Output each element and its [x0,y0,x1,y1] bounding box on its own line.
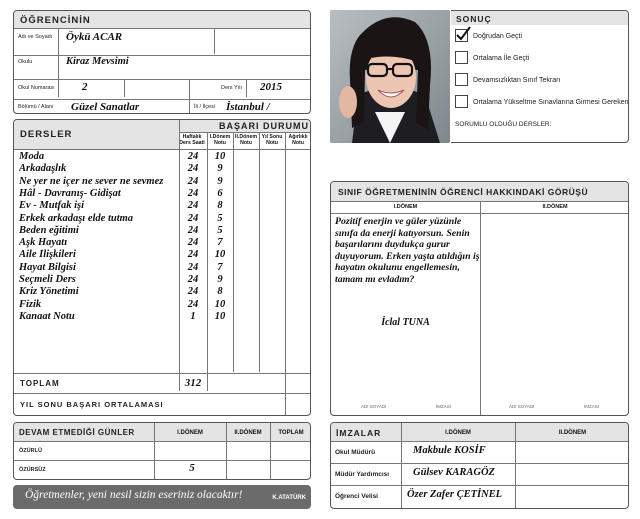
option-label: Ortalama Yükseltme Sınavlarına Girmesi Gereken [473,99,629,106]
student-header: ÖĞRENCİNİN [14,11,310,28]
courses-header: DERSLER [20,129,73,140]
attendance-panel [13,422,311,480]
option-label: Devamsızlıktan Sınıf Tekrarı [473,77,561,84]
parent-name: Özer Zafer ÇETİNEL [407,489,503,500]
excused-label: ÖZÜRLÜ [19,448,42,454]
option-label: Doğrudan Geçti [473,33,523,40]
check-icon [455,26,471,42]
opinion-col-term1: I.DÖNEM [393,204,418,210]
attendance-col-total: TOPLAM [278,430,304,436]
col-weighted: Ağırlıklı Notu [288,134,308,146]
term2-signature-caption: İMZASI [584,404,600,409]
vice-principal-name: Gülsev KARAGÖZ [413,467,495,478]
courses-panel: DERSLER BAŞARI DURUMU Haftalık Ders Saati I.Dönem Notu II.Dönem Notu Yıl Sonu Notu Ağırlıklı Notu Moda 24 10 Arkadaşlık 24 9 Ne yer ne içer ne sever ne sevmez 24 9 Hâl - Davranış- Gidişat 24 6 Ev - Mutfak işi 24 8 Erkek arkadaşı elde tutma 24 5 Beden eğitimi 24 5 Aşk Hayatı 24 7 Aile İlişkileri 24 10 Hayat Bilgisi 24 7 Seçmeli Ders 24 9 Kriz Yönetimi 24 8 Fizik 24 10 Kanaat Notu 1 10 TOPLAM 312 YIL SONU BAŞARI ORTALAMASI [13,119,311,416]
footer-author: K.ATATÜRK [272,495,306,501]
col-term2: II.Dönem Notu [235,134,257,146]
opinion-header: SINIF ÖĞRETMENİNİN ÖĞRENCİ HAKKINDAKİ GÖRÜŞÜ [338,187,589,197]
attendance-col-term2: II.DÖNEM [234,430,262,436]
checkbox-repeat[interactable] [455,73,468,86]
col-yearend: Yıl Sonu Notu [261,134,283,146]
signatures-col-term1: I.DÖNEM [445,430,471,436]
year-label: Ders Yılı [221,85,242,91]
student-info-panel [13,10,311,114]
signatures-col-term2: II.DÖNEM [558,430,587,436]
opinion-col-term2: II.DÖNEM [542,204,568,210]
term2-name-caption: ADI SOYADI [509,404,535,409]
signatures-header: İMZALAR [336,428,382,438]
parent-label: Öğrenci Velisi [335,493,378,500]
principal-name: Makbule KOSİF [413,445,486,456]
vice-principal-label: Müdür Yardımcısı [335,471,390,478]
total-hours: 312 [184,377,202,389]
attendance-header: DEVAM ETMEDİĞİ GÜNLER [19,428,135,437]
opinion-signer: İclal TUNA [381,317,430,328]
responsible-courses-label: SORUMLU OLDUĞU DERSLER: [455,121,552,128]
principal-label: Okul Müdürü [335,449,376,456]
result-header: SONUÇ [456,14,492,24]
checkbox-direct-pass[interactable] [455,29,468,42]
footer-quote: Öğretmenler, yeni nesil sizin eseriniz olacaktır! [25,489,243,501]
col-term1: I.Dönem Notu [209,134,231,146]
term1-signature-caption: İMZASI [436,404,452,409]
school-label: Okulu [18,59,33,65]
number-label: Okul Numarası [18,85,55,91]
footer-banner [13,485,311,509]
opinion-text: Pozitif enerjin ve güler yüzünle sınıfa da enerji katıyorsun. Senin başarılarını duydukça gurur duyuyorum. Erken yaşta atıldığın iş hayatın okulunu engellemesin, tamam mı evladım? [335,216,480,285]
col-weekly-hours: Haftalık Ders Saati [179,134,205,146]
city-label: İli / İlçesi [194,104,216,110]
student-name: Öykü ACAR [66,31,123,43]
department-label: Bölümü / Alanı [18,104,54,110]
average-label: YIL SONU BAŞARI ORTALAMASI [20,400,164,409]
student-number: 2 [82,81,88,93]
unexcused-label: ÖZÜRSÜZ [19,467,46,473]
school-year: 2015 [260,81,282,93]
unexcused-term1: 5 [189,462,195,474]
total-label: TOPLAM [20,379,60,388]
city: İstanbul / [226,101,270,113]
attendance-col-term1: I.DÖNEM [177,430,203,436]
checkbox-average-pass[interactable] [455,51,468,64]
signatures-panel [330,422,629,509]
option-label: Ortalama İle Geçti [473,55,530,62]
result-panel [451,10,629,143]
checkbox-exam[interactable] [455,95,468,108]
teacher-opinion-panel [330,181,629,416]
name-label: Adı ve Soyadı [18,34,53,40]
school-name: Kiraz Mevsimi [66,56,129,67]
department: Güzel Sanatlar [71,101,140,113]
term1-name-caption: ADI SOYADI [361,404,387,409]
student-photo [330,10,450,143]
grades-header: BAŞARI DURUMU [219,121,309,131]
student-portrait [330,10,450,143]
